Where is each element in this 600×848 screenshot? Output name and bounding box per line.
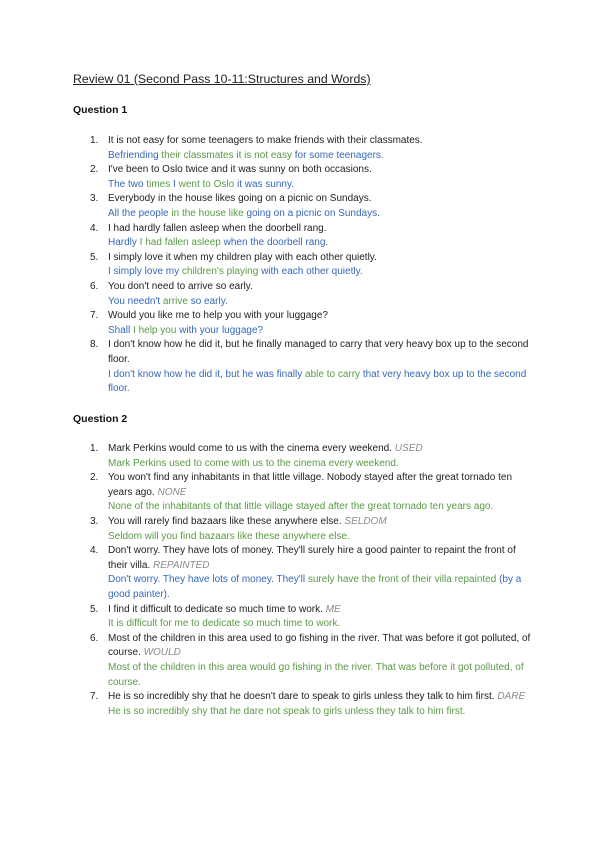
answer-sentence: Don't worry. They have lots of money. They'll surely have the front of their villa repainted (by a good painter). — [108, 574, 522, 600]
list-item — [73, 544, 533, 602]
prompt-sentence: You won't find any inhabitants in that little village. Nobody stayed after the great tornado ten years ago. NONE — [108, 472, 513, 498]
list-item — [73, 471, 533, 515]
answer-sentence: Mark Perkins used to come with us to the cinema every weekend. — [108, 457, 399, 469]
question-1-list — [73, 134, 533, 397]
prompt-sentence: Don't worry. They have lots of money. They'll surely hire a good painter to repaint the front of their villa. REPAINTED — [108, 545, 516, 571]
list-item — [73, 251, 533, 280]
question-2-heading: Question 2 — [73, 413, 128, 425]
answer-sentence: He is so incredibly shy that he dare not speak to girls unless they talk to him first. — [108, 705, 466, 717]
keyword: REPAINTED — [153, 559, 210, 571]
item-number: 4. — [90, 545, 99, 557]
list-item — [73, 163, 533, 192]
item-number: 6. — [90, 280, 99, 292]
keyword: NONE — [157, 486, 187, 498]
prompt-sentence: I've been to Oslo twice and it was sunny on both occasions. — [108, 164, 372, 176]
prompt-sentence: You will rarely find bazaars like these anywhere else. SELDOM — [108, 515, 387, 527]
answer-sentence: Most of the children in this area would go fishing in the river. That was before it got polluted, of course. — [108, 661, 524, 688]
list-item — [73, 632, 533, 690]
keyword: ME — [325, 603, 341, 615]
answer-sentence: You needn't arrive so early. — [108, 295, 228, 307]
answer-sentence: Befriending their classmates it is not easy for some teenagers. — [108, 149, 384, 161]
answer-sentence: None of the inhabitants of that little village stayed after the great tornado ten years ago. — [108, 501, 494, 513]
answer-sentence: Hardly I had fallen asleep when the doorbell rang. — [108, 237, 329, 249]
item-number: 2. — [90, 164, 99, 176]
prompt-sentence: Most of the children in this area used to go fishing in the river. That was before it got polluted, of course. WOULD — [108, 632, 531, 659]
list-item — [73, 338, 533, 396]
prompt-sentence: Would you like me to help you with your luggage? — [108, 310, 328, 322]
list-item — [73, 603, 533, 632]
list-item — [73, 222, 533, 251]
item-number: 1. — [90, 443, 99, 454]
answer-sentence: I don't know how he did it, but he was finally able to carry that very heavy box up to the second floor. — [108, 368, 527, 395]
prompt-sentence: I find it difficult to dedicate so much time to work. ME — [108, 603, 341, 615]
item-number: 7. — [90, 310, 99, 322]
list-item — [73, 192, 533, 221]
prompt-sentence: I simply love it when my children play with each other quietly. — [108, 251, 377, 263]
item-number: 6. — [90, 632, 99, 644]
list-item — [73, 515, 533, 544]
answer-sentence: Seldom will you find bazaars like these anywhere else. — [108, 530, 350, 542]
question-2-list — [73, 442, 533, 719]
item-number: 3. — [90, 193, 99, 205]
answer-sentence: The two times I went to Oslo it was sunny. — [108, 178, 295, 190]
prompt-sentence: It is not easy for some teenagers to make friends with their classmates. — [108, 135, 423, 146]
answer-sentence: Shall I help you with your luggage? — [108, 324, 264, 336]
item-number: 2. — [90, 472, 99, 484]
item-number: 3. — [90, 515, 99, 527]
prompt-sentence: He is so incredibly shy that he doesn't dare to speak to girls unless they talk to him first. DARE — [108, 691, 526, 703]
answer-sentence: All the people in the house like going on a picnic on Sundays. — [108, 207, 380, 219]
item-number: 5. — [90, 603, 99, 615]
answer-sentence: It is difficult for me to dedicate so much time to work. — [108, 618, 341, 630]
list-item — [73, 690, 533, 719]
list-item — [73, 309, 533, 338]
prompt-sentence: You don't need to arrive so early. — [108, 280, 253, 292]
keyword: WOULD — [143, 647, 181, 659]
keyword: SELDOM — [344, 515, 387, 527]
item-number: 7. — [90, 691, 99, 703]
list-item — [73, 134, 533, 163]
list-item — [73, 280, 533, 309]
prompt-sentence: Everybody in the house likes going on a picnic on Sundays. — [108, 193, 372, 205]
keyword: DARE — [497, 691, 526, 703]
prompt-sentence: Mark Perkins would come to us with the cinema every weekend. USED — [108, 443, 423, 454]
item-number: 1. — [90, 135, 99, 146]
prompt-sentence: I don't know how he did it, but he finally managed to carry that very heavy box up to the second floor. — [108, 339, 529, 365]
list-item — [73, 442, 533, 471]
question-1-heading: Question 1 — [73, 104, 128, 116]
page-title: Review 01 (Second Pass 10-11:Structures and Words) — [73, 72, 371, 86]
keyword: USED — [394, 443, 423, 454]
item-number: 4. — [90, 222, 99, 234]
item-number: 8. — [90, 339, 99, 351]
prompt-sentence: I had hardly fallen asleep when the doorbell rang. — [108, 222, 327, 234]
item-number: 5. — [90, 251, 99, 263]
answer-sentence: I simply love my children's playing with each other quietly. — [108, 266, 363, 278]
